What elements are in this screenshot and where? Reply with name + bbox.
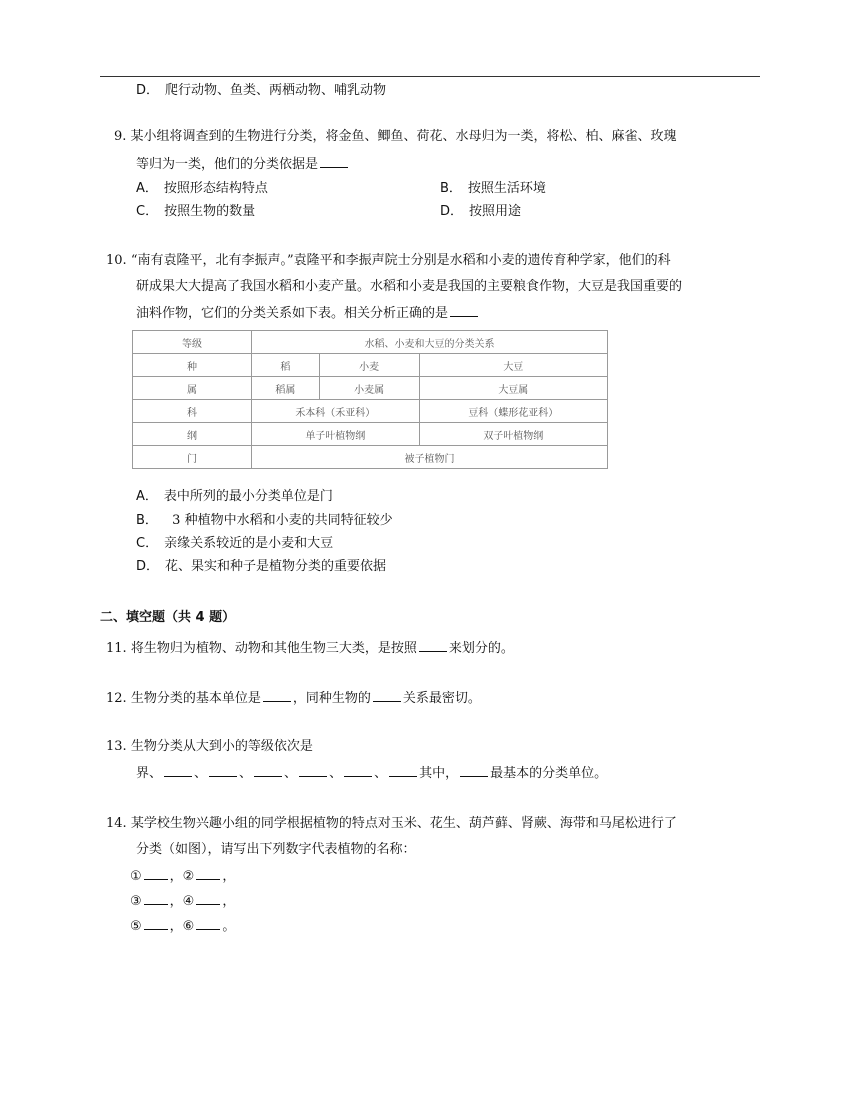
q9-option-b: B． 按照生活环境	[440, 181, 546, 196]
answer-blank	[164, 764, 192, 777]
q8-option-d: D． 爬行动物、鱼类、两栖动物、哺乳动物	[136, 83, 387, 98]
table-cell: 小麦	[319, 354, 419, 377]
answer-blank	[196, 917, 220, 930]
q10-option-a: A． 表中所列的最小分类单位是门	[136, 489, 333, 504]
table-row	[133, 423, 608, 446]
q10-number: 10.	[106, 253, 127, 268]
answer-blank	[450, 304, 478, 317]
q12: 12. 生物分类的基本单位是 ，同种生物的 关系最密切。	[106, 691, 481, 706]
answer-blank	[196, 867, 220, 880]
answer-blank	[144, 892, 168, 905]
answer-blank	[419, 639, 447, 652]
table-cell: 豆科（蝶形花亚科）	[419, 400, 607, 423]
q14-line1: 14. 某学校生物兴趣小组的同学根据植物的特点对玉米、花生、葫芦藓、肾蕨、海带和马尾松进行了	[106, 816, 677, 831]
q14-line2: 分类（如图），请写出下列数字代表植物的名称：	[136, 842, 416, 857]
answer-blank	[263, 689, 291, 702]
answer-blank	[460, 764, 488, 777]
q12-number: 12.	[106, 691, 127, 706]
table-cell: 大豆属	[419, 377, 607, 400]
table-cell: 禾本科（禾亚科）	[252, 400, 420, 423]
table-cell: 科	[133, 400, 252, 423]
table-cell: 稻	[252, 354, 320, 377]
answer-blank	[254, 764, 282, 777]
q11: 11. 将生物归为植物、动物和其他生物三大类，是按照 来划分的。	[106, 641, 514, 656]
table-cell: 被子植物门	[252, 446, 608, 469]
table-cell: 双子叶植物纲	[419, 423, 607, 446]
answer-blank	[299, 764, 327, 777]
q14-number: 14.	[106, 816, 127, 831]
table-row	[133, 446, 608, 469]
table-row	[133, 377, 608, 400]
table-cell: 门	[133, 446, 252, 469]
q9-number: 9.	[114, 129, 127, 144]
q14-blanks-row3: ⑤ ，⑥ 。	[130, 919, 236, 934]
q10-option-b: B． 3 种植物中水稻和小麦的共同特征较少	[136, 513, 393, 528]
table-cell: 纲	[133, 423, 252, 446]
answer-blank	[389, 764, 417, 777]
table-row	[133, 400, 608, 423]
table-cell: 单子叶植物纲	[252, 423, 420, 446]
answer-blank	[144, 917, 168, 930]
q10-stem-line2: 研成果大大提高了我国水稻和小麦产量。水稻和小麦是我国的主要粮食作物，大豆是我国重要的	[136, 279, 683, 294]
table-header-title: 水稻、小麦和大豆的分类关系	[252, 331, 608, 354]
answer-blank	[209, 764, 237, 777]
table-cell: 属	[133, 377, 252, 400]
table-cell: 大豆	[419, 354, 607, 377]
header-rule	[100, 76, 760, 77]
q11-number: 11.	[106, 641, 127, 656]
q13-line2: 界、 、 、 、 、 、 其中， 最基本的分类单位。	[136, 766, 608, 781]
q9-stem-line2: 等归为一类，他们的分类依据是	[136, 155, 350, 174]
table-cell: 小麦属	[319, 377, 419, 400]
q10-stem-line3: 油料作物，它们的分类关系如下表。相关分析正确的是	[136, 304, 480, 323]
q14-blanks-row1: ① ，② ，	[130, 869, 236, 884]
answer-blank	[373, 689, 401, 702]
classification-table	[132, 330, 608, 469]
q10-stem-line1: 10. “南有袁隆平，北有李振声。”袁隆平和李振声院士分别是水稻和小麦的遗传育种学家，他们的科	[106, 253, 671, 268]
answer-blank	[144, 867, 168, 880]
answer-blank	[320, 155, 348, 168]
answer-blank	[196, 892, 220, 905]
q13-line1: 13. 生物分类从大到小的等级依次是	[106, 739, 313, 754]
table-cell: 种	[133, 354, 252, 377]
answer-blank	[344, 764, 372, 777]
q10-option-c: C． 亲缘关系较近的是小麦和大豆	[136, 536, 334, 551]
table-row	[133, 331, 608, 354]
q13-number: 13.	[106, 739, 127, 754]
q10-option-d: D． 花、果实和种子是植物分类的重要依据	[136, 559, 387, 574]
section-title: 二、填空题（共 4 题）	[100, 610, 236, 625]
q9-option-c: C． 按照生物的数量	[136, 204, 256, 219]
table-row	[133, 354, 608, 377]
q9-stem-line1: 9. 某小组将调查到的生物进行分类，将金鱼、鲫鱼、荷花、水母归为一类，将松、柏、麻雀、玫瑰	[114, 129, 677, 144]
table-cell: 稻属	[252, 377, 320, 400]
q9-option-d: D． 按照用途	[440, 204, 522, 219]
q9-option-a: A． 按照形态结构特点	[136, 181, 268, 196]
table-header-level: 等级	[133, 331, 252, 354]
q14-blanks-row2: ③ ，④ ，	[130, 894, 236, 909]
